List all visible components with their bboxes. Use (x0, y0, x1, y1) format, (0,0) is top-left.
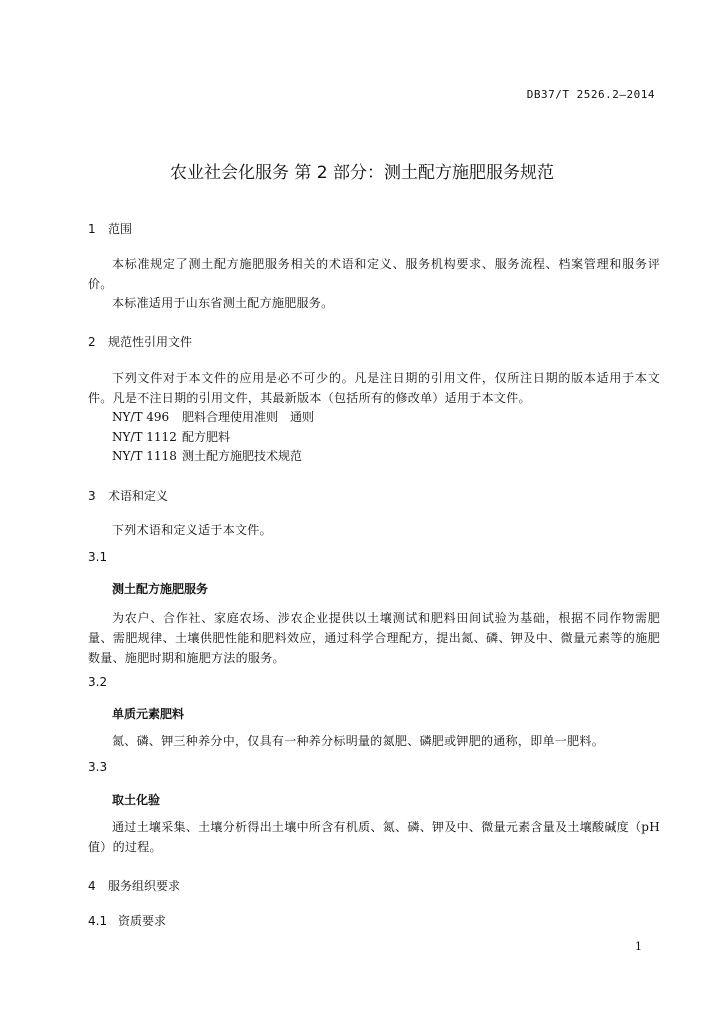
section-4-heading (88, 877, 180, 894)
term-definition: 氮、磷、钾三种养分中，仅具有一种养分标明量的氮肥、磷肥或钾肥的通称，即单一肥料。 (112, 734, 605, 748)
section-number: 1 (88, 222, 96, 236)
section-title: 范围 (108, 222, 133, 236)
section-1-heading (88, 220, 132, 237)
subsection-number: 4.1 (88, 914, 108, 928)
term-name: 测土配方施肥服务 (112, 582, 209, 596)
page-title: 农业社会化服务 第 2 部分：测土配方施肥服务规范 (169, 163, 555, 183)
term-number: 3.3 (88, 760, 108, 774)
section-3-heading (88, 487, 168, 504)
term-number: 3.1 (88, 550, 108, 564)
section-2-heading (88, 333, 192, 350)
section-1-paragraph-2: 本标准适用于山东省测土配方施肥服务。 (112, 296, 334, 310)
reference-code: NY/T 496 (112, 410, 170, 424)
section-title: 术语和定义 (108, 489, 169, 503)
reference-title: 测土配方施肥技术规范 (182, 449, 303, 463)
section-title: 服务组织要求 (108, 879, 181, 893)
section-1-paragraph-1: 本标准规定了测土配方施肥服务相关的术语和定义、服务机构要求、服务流程、档案管理和服务评价。 (88, 257, 660, 291)
page-number: 1 (635, 940, 642, 953)
term-definition: 为农户、合作社、家庭农场、涉农企业提供以土壤测试和肥料田间试验为基础，根据不同作物需肥量、需肥规律、土壤供肥性能和肥料效应，通过科学合理配方，提出氮、磷、钾及中、微量元素等的施肥数量、施肥时期和施肥方法的服务。 (88, 611, 660, 665)
reference-title: 肥料合理使用准则 通则 (182, 410, 315, 424)
reference-item (112, 408, 314, 425)
reference-code: NY/T 1112 (112, 430, 177, 444)
section-number: 3 (88, 489, 96, 503)
term-number: 3.2 (88, 675, 108, 689)
document-id: DB37/T 2526.2—2014 (526, 88, 655, 101)
term-name: 取土化验 (112, 793, 161, 807)
term-definition: 通过土壤采集、土壤分析得出土壤中所含有机质、氮、磷、钾及中、微量元素含量及土壤酸碱度（pH值）的过程。 (88, 820, 660, 854)
reference-item (112, 428, 230, 445)
section-number: 4 (88, 879, 96, 893)
reference-title: 配方肥料 (182, 430, 231, 444)
subsection-4-1-heading (88, 912, 166, 929)
term-name: 单质元素肥料 (112, 707, 185, 721)
section-number: 2 (88, 335, 96, 349)
reference-item (112, 447, 302, 464)
section-2-paragraph-1: 下列文件对于本文件的应用是必不可少的。凡是注日期的引用文件，仅所注日期的版本适用于本文件。凡是不注日期的引用文件，其最新版本（包括所有的修改单）适用于本文件。 (88, 371, 660, 405)
reference-code: NY/T 1118 (112, 449, 177, 463)
section-3-paragraph-1: 下列术语和定义适于本文件。 (112, 523, 272, 537)
subsection-title: 资质要求 (118, 914, 167, 928)
section-title: 规范性引用文件 (108, 335, 193, 349)
